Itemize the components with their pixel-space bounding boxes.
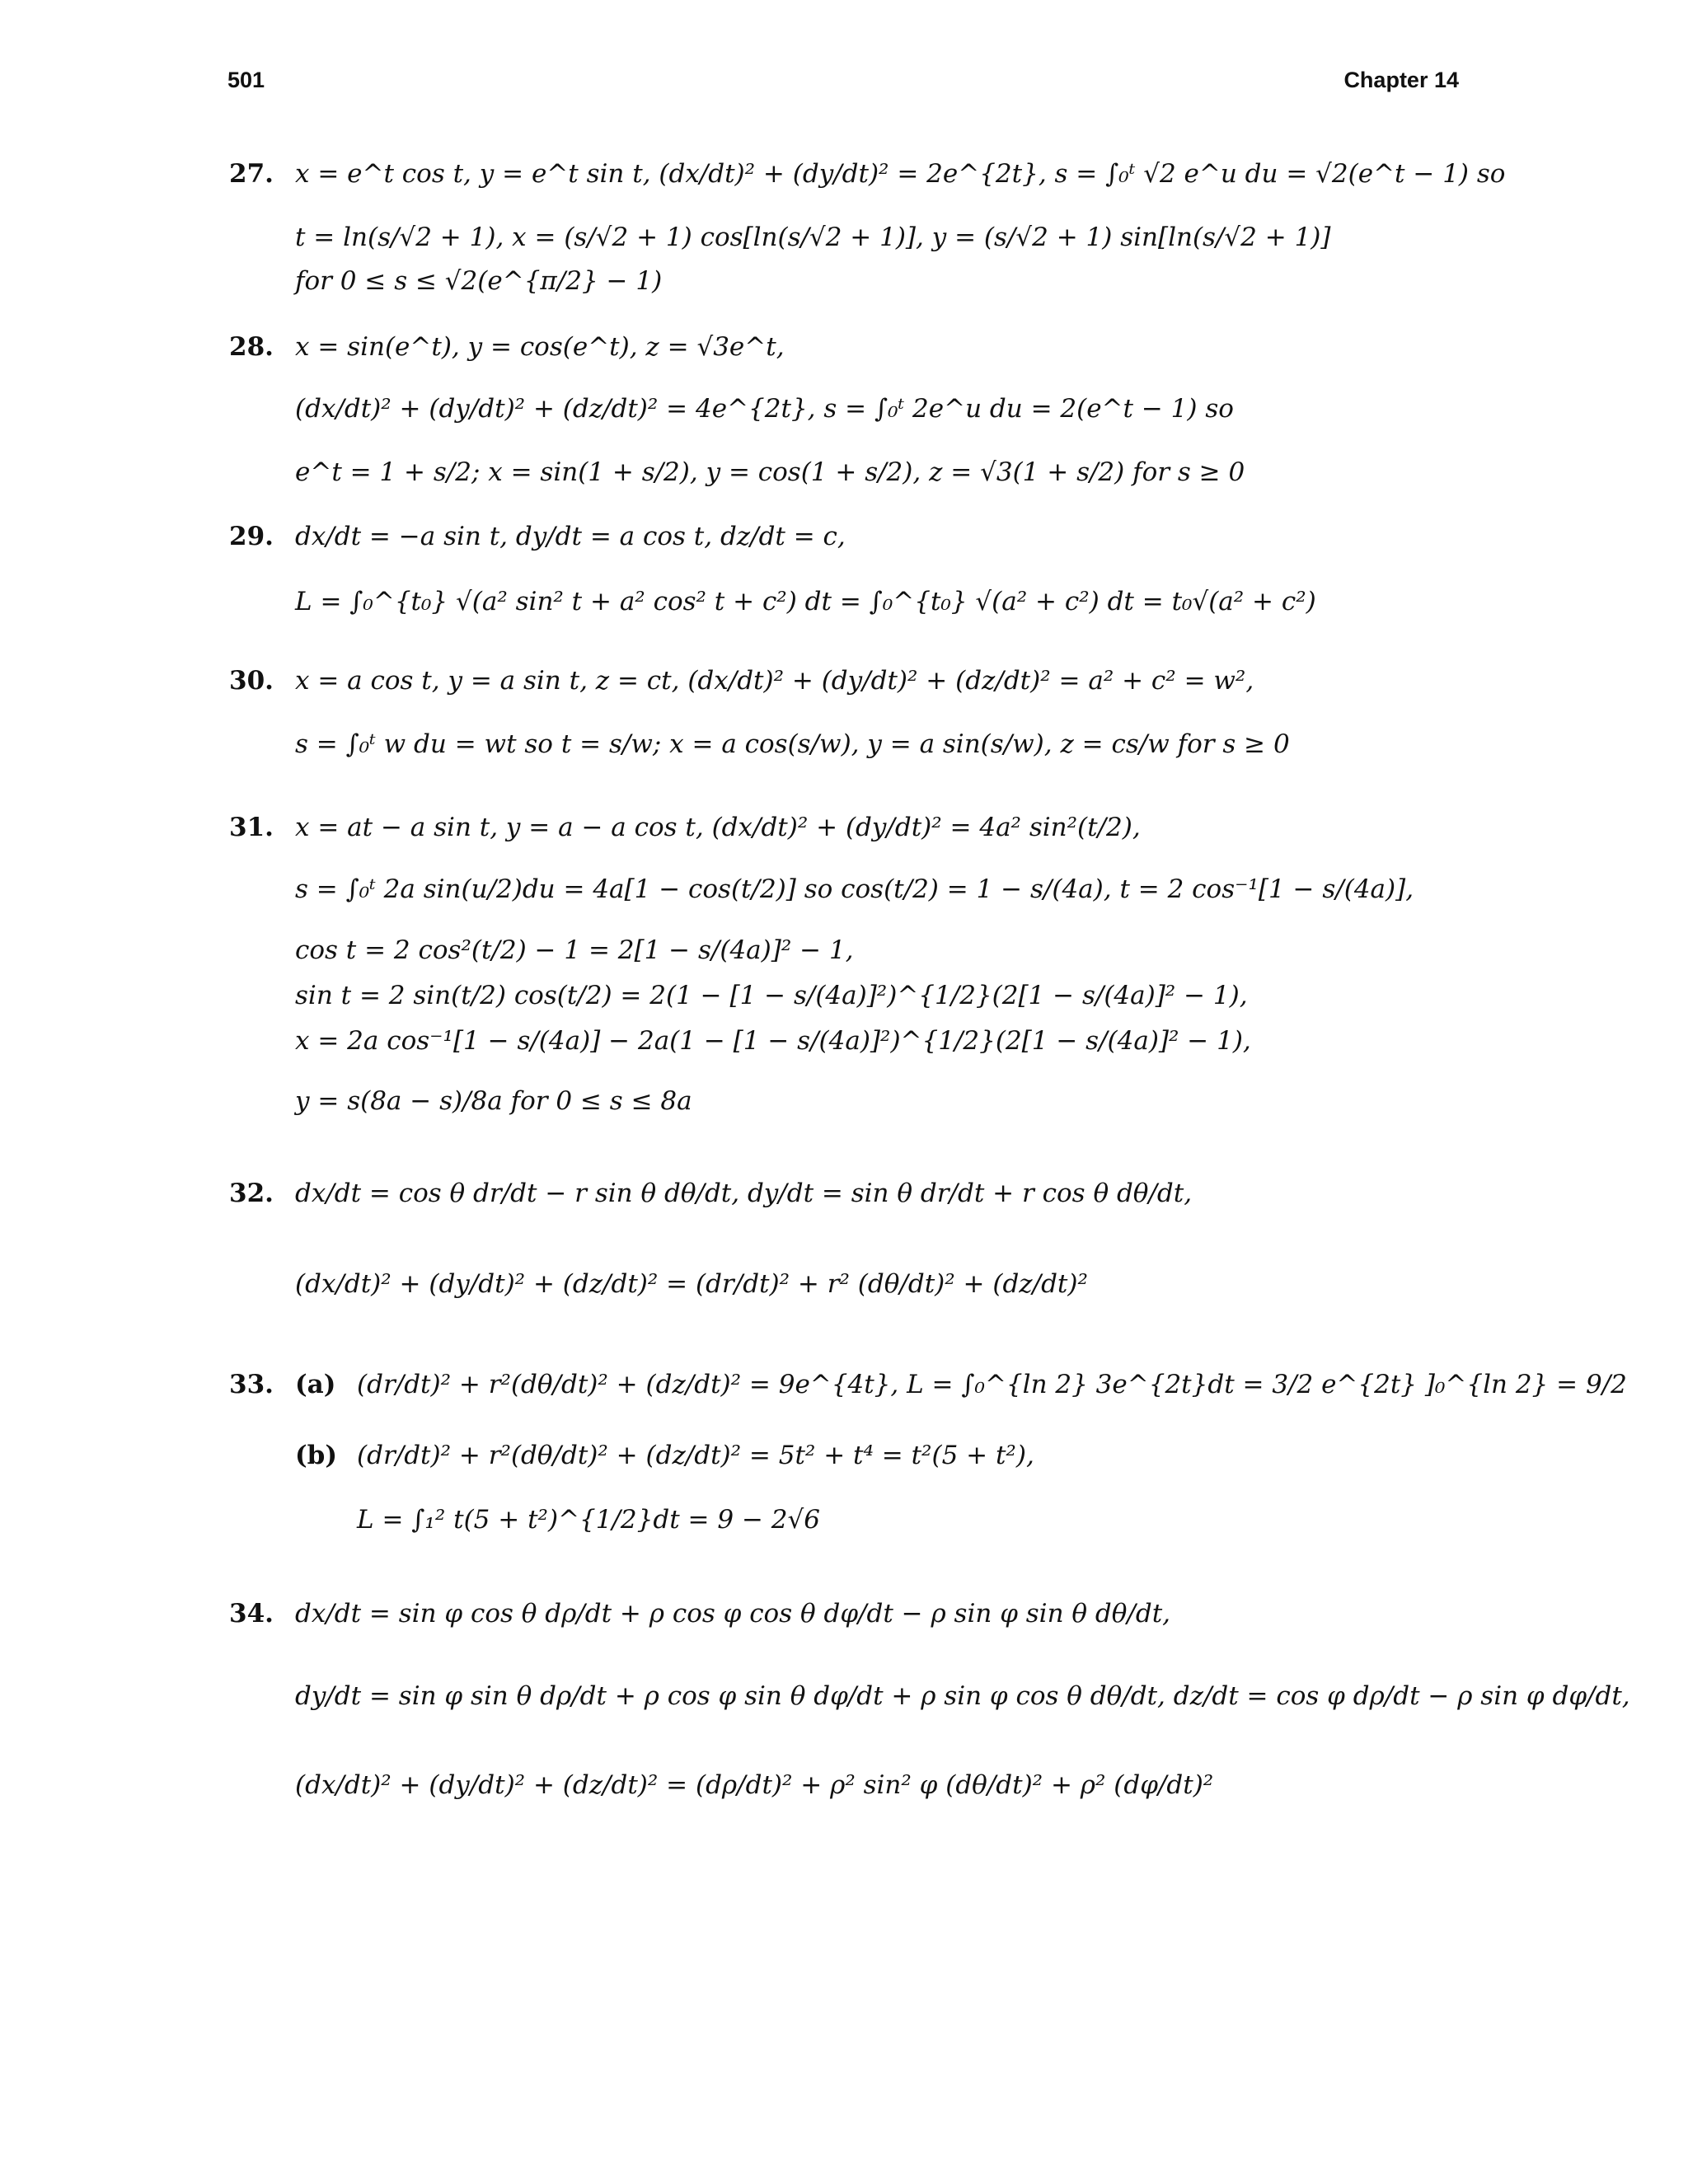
problem-31-line-1: x = at − a sin t, y = a − a cos t, (dx/dt)² + (dy/dt)² = 4a² sin²(t/2), bbox=[295, 813, 1141, 842]
problem-33b-line-2: L = ∫₁² t(5 + t²)^{1/2}dt = 9 − 2√6 bbox=[357, 1505, 820, 1535]
part-label: (b) bbox=[295, 1441, 338, 1470]
problem-28-line-3: e^t = 1 + s/2; x = sin(1 + s/2), y = cos(1 + s/2), z = √3(1 + s/2) for s ≥ 0 bbox=[295, 457, 1245, 487]
problem-29-line-2: L = ∫₀^{t₀} √(a² sin² t + a² cos² t + c²) dt = ∫₀^{t₀} √(a² + c²) dt = t₀√(a² + c²) bbox=[295, 587, 1316, 616]
problem-27-line-3: for 0 ≤ s ≤ √2(e^{π/2} − 1) bbox=[295, 266, 663, 296]
problem-31-line-3: cos t = 2 cos²(t/2) − 1 = 2[1 − s/(4a)]² − 1, bbox=[295, 935, 854, 965]
problem-31-line-6: y = s(8a − s)/8a for 0 ≤ s ≤ 8a bbox=[295, 1086, 692, 1116]
problem-number: 34. bbox=[229, 1599, 274, 1629]
page-number: 501 bbox=[227, 68, 265, 92]
problem-31-line-5: x = 2a cos⁻¹[1 − s/(4a)] − 2a(1 − [1 − s/(4a)]²)^{1/2}(2[1 − s/(4a)]² − 1), bbox=[295, 1026, 1251, 1056]
problem-29-line-1: dx/dt = −a sin t, dy/dt = a cos t, dz/dt = c, bbox=[295, 522, 846, 551]
problem-28-line-2: (dx/dt)² + (dy/dt)² + (dz/dt)² = 4e^{2t}, s = ∫₀ᵗ 2e^u du = 2(e^t − 1) so bbox=[295, 394, 1234, 424]
problem-number: 32. bbox=[229, 1179, 274, 1208]
problem-27-line-1: x = e^t cos t, y = e^t sin t, (dx/dt)² + (dy/dt)² = 2e^{2t}, s = ∫₀ᵗ √2 e^u du = √2(e^t − 1) so bbox=[295, 159, 1506, 189]
chapter-title: Chapter 14 bbox=[1343, 68, 1459, 92]
problem-number: 30. bbox=[229, 666, 274, 696]
problem-number: 27. bbox=[229, 159, 274, 189]
problem-31-line-2: s = ∫₀ᵗ 2a sin(u/2)du = 4a[1 − cos(t/2)] so cos(t/2) = 1 − s/(4a), t = 2 cos⁻¹[1 − s/(4a)], bbox=[295, 874, 1414, 904]
problem-28-line-1: x = sin(e^t), y = cos(e^t), z = √3e^t, bbox=[295, 332, 785, 362]
problem-32-line-2: (dx/dt)² + (dy/dt)² + (dz/dt)² = (dr/dt)² + r² (dθ/dt)² + (dz/dt)² bbox=[295, 1269, 1088, 1299]
problem-31-line-4: sin t = 2 sin(t/2) cos(t/2) = 2(1 − [1 − s/(4a)]²)^{1/2}(2[1 − s/(4a)]² − 1), bbox=[295, 981, 1248, 1010]
problem-number: 31. bbox=[229, 813, 274, 842]
problem-33a-line-1: (dr/dt)² + r²(dθ/dt)² + (dz/dt)² = 9e^{4t}, L = ∫₀^{ln 2} 3e^{2t}dt = 3/2 e^{2t} ]₀^{ln 2} = 9/2 bbox=[357, 1370, 1627, 1399]
problem-32-line-1: dx/dt = cos θ dr/dt − r sin θ dθ/dt, dy/dt = sin θ dr/dt + r cos θ dθ/dt, bbox=[295, 1179, 1193, 1208]
problem-34-line-3: (dx/dt)² + (dy/dt)² + (dz/dt)² = (dρ/dt)² + ρ² sin² φ (dθ/dt)² + ρ² (dφ/dt)² bbox=[295, 1770, 1214, 1800]
problem-33b-line-1: (dr/dt)² + r²(dθ/dt)² + (dz/dt)² = 5t² + t⁴ = t²(5 + t²), bbox=[357, 1441, 1034, 1470]
problem-34-line-2: dy/dt = sin φ sin θ dρ/dt + ρ cos φ sin θ dφ/dt + ρ sin φ cos θ dθ/dt, dz/dt = cos φ dρ/dt − ρ sin φ dφ/dt, bbox=[295, 1681, 1630, 1711]
problem-34-line-1: dx/dt = sin φ cos θ dρ/dt + ρ cos φ cos θ dφ/dt − ρ sin φ sin θ dθ/dt, bbox=[295, 1599, 1171, 1629]
problem-number: 28. bbox=[229, 332, 274, 362]
problem-30-line-2: s = ∫₀ᵗ w du = wt so t = s/w; x = a cos(s/w), y = a sin(s/w), z = cs/w for s ≥ 0 bbox=[295, 729, 1290, 759]
problem-number: 29. bbox=[229, 522, 274, 551]
problem-30-line-1: x = a cos t, y = a sin t, z = ct, (dx/dt)² + (dy/dt)² + (dz/dt)² = a² + c² = w², bbox=[295, 666, 1254, 696]
problem-27-line-2: t = ln(s/√2 + 1), x = (s/√2 + 1) cos[ln(s/√2 + 1)], y = (s/√2 + 1) sin[ln(s/√2 + 1)] bbox=[295, 223, 1331, 252]
problem-number: 33. bbox=[229, 1370, 274, 1399]
part-label: (a) bbox=[295, 1370, 336, 1399]
